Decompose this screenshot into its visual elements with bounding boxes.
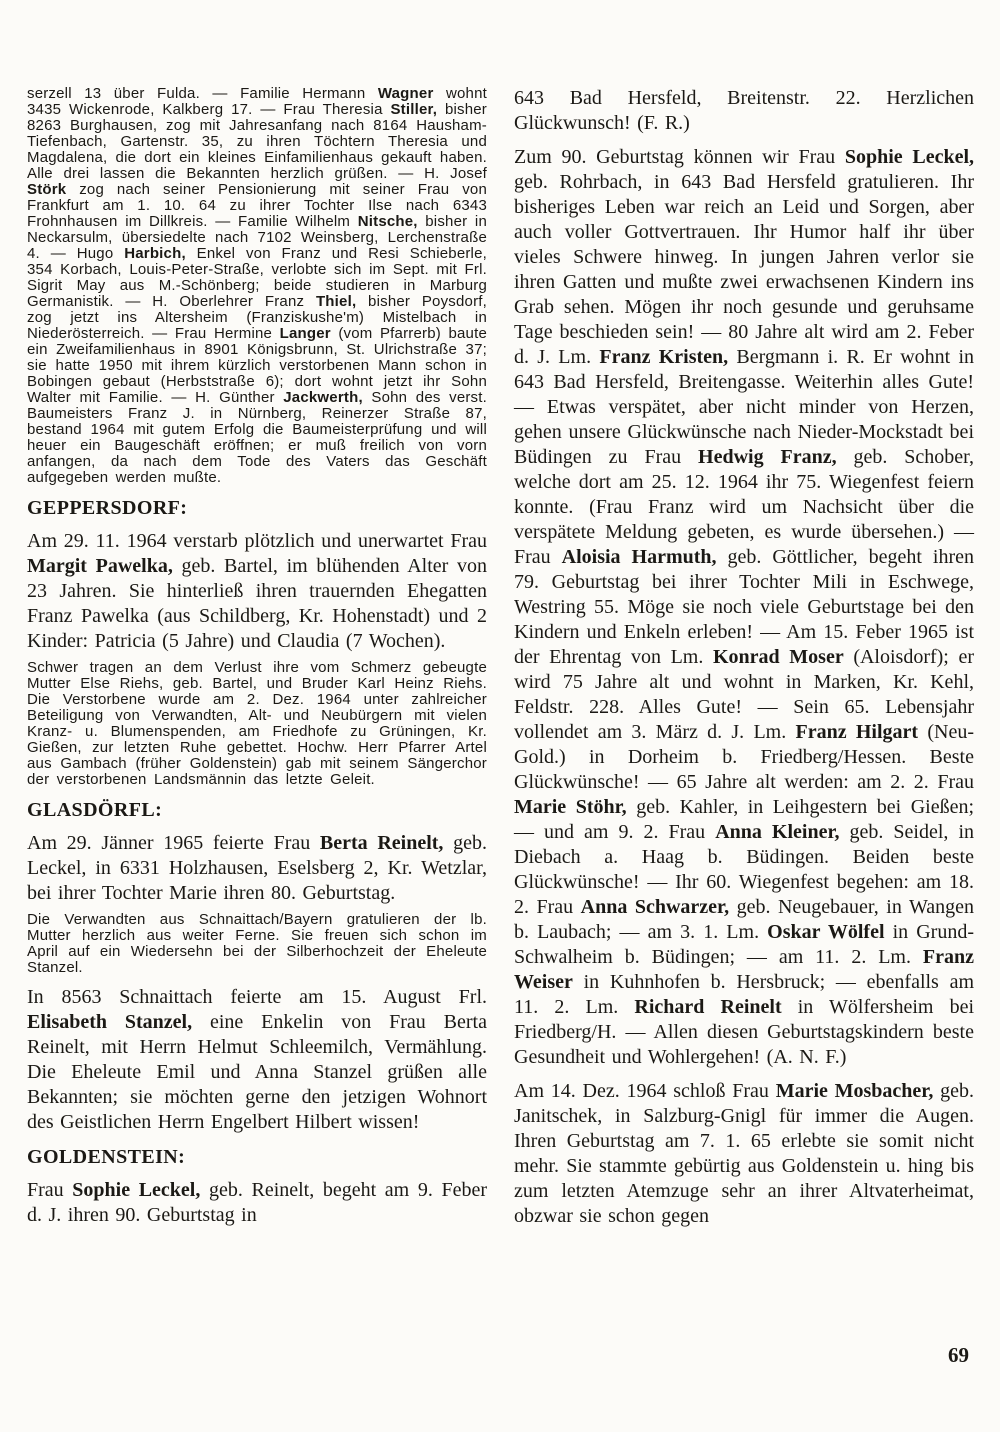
text-segment: Am 14. Dez. 1964 schloß Frau [514,1080,776,1102]
text-segment: geb. Seidel, in Diebach a. Haag b. Büdingen. Beiden beste Glückwünsche! — Ihr 60. Wiegenfest begehen: am 18. 2. Frau [514,821,974,918]
bold-name-segment: Störk [27,181,67,198]
section-heading: GOLDENSTEIN: [27,1146,186,1168]
body-paragraph [27,1178,487,1228]
text-segment: (Neu-Gold.) in Dorheim b. Friedberg/Hessen. Beste Glückwünsche! — 65 Jahre alt werden: am 2. 2. Frau [514,721,974,793]
text-segment: bisher in Neckarsulm, übersiedelte nach 7102 Weinsberg, Lerchenstraße 4. — Hugo [27,213,487,262]
bold-name-segment: Konrad Moser [712,646,844,668]
text-segment: geb. Schober, welche dort am 25. 12. 1964 ihr 75. Wiegenfest feiern konnte. (Frau Franz wird um Nachsicht über die verspätete Meldung gebeten, es wurde übersehen.) — Frau [514,446,974,568]
right-column [514,86,974,1229]
text-segment: 643 Bad Hersfeld, Breitenstr. 22. Herzlichen Glückwunsch! (F. R.) [514,87,974,134]
text-segment: bisher 8263 Burghausen, zog mit Jahresanfang nach 8164 Hausham-Tiefenbach, Gartenstr. 35, zu ihren Töchtern Theresia und Magdalena, die dort ein kleines Einfamilienhaus gekauft haben. Alle drei lassen die Bekannten herzlich grüßen. — H. Josef [27,101,487,182]
text-segment: Bergmann i. R. Er wohnt in 643 Bad Hersfeld, Breitengasse. Weiterhin alles Gute! — Etwas verspätet, aber nicht minder von Herzen, gehen unsere Glückwünsche nach Nieder-Mockstadt bei Büdingen zu Frau [514,346,975,468]
text-segment: in Kuhnhofen b. Hersbruck; — ebenfalls am 11. 2. Lm. [514,971,974,1018]
text-segment: Schwer tragen an dem Verlust ihre vom Schmerz gebeugte Mutter Else Riehs, geb. Bartel, und Bruder Karl Heinz Riehs. Die Verstorbene wurde am 2. Dez. 1964 unter zahlreicher Beteiligung von Verwandten, Alt- und Neubürgern mit vielen Kranz- u. Blumenspenden, am Friedhofe zu Grüningen, Kr. Gießen, zur letzten Ruhe gebettet. Hochw. Herr Pfarrer Artel aus Gambach (früher Goldenstein) gab mit seinem Sängerchor der verstorbenen Landsmännin das letzte Geleit. [27,659,487,788]
page-number: 69 [948,1343,969,1367]
section-heading: GEPPERSDORF: [27,497,188,519]
bold-name-segment: Stiller, [390,101,438,118]
text-segment: Frau [27,1179,73,1201]
bold-name-segment: Franz Hilgart [795,721,919,743]
bold-name-segment: Anna Kleiner, [715,821,840,843]
text-segment: geb. Rohrbach, in 643 Bad Hersfeld gratulieren. Ihr bisheriges Leben war reich an Leid und Sorgen, aber auch voller Gottvertrauen. Ihr Humor half ihr über vieles Schwere hinweg. In jungen Jahren verlor sie ihren Gatten und mußte zwei erwachsenen Kindern ins Grab sehen. Mögen ihr noch gesunde und geruhsame Tage beschieden sein! — 80 Jahre alt wird am 2. Feber d. J. Lm. [514,171,974,368]
text-segment: geb. Göttlicher, begeht ihren 79. Geburtstag bei ihrer Tochter Mili in Eschwege, Westring 55. Möge sie noch viele Geburtstage bei den Kindern und Enkeln erleben! — Am 15. Feber 1965 ist der Ehrentag von Lm. [514,546,974,668]
text-segment: geb. Bartel, im blühenden Alter von 23 Jahren. Sie hinterließ ihren trauernden Ehegatten Franz Pawelka (aus Schildberg, Kr. Hohenstadt) und 2 Kinder: Patricia (5 Jahre) und Claudia (7 Wochen). [27,555,487,652]
bold-name-segment: Franz Kristen, [599,346,729,368]
text-segment: zog nach seiner Pensionierung mit seiner Frau von Frankfurt am 1. 10. 64 zu ihrer Tochter Ilse nach 6343 Frohnhausen im Dillkreis. — Familie Wilhelm [27,181,487,230]
bold-name-segment: Nitsche, [357,213,418,230]
fine-print-paragraph [27,86,487,486]
bold-name-segment: Anna Schwarzer, [580,896,730,918]
body-paragraph [514,145,974,1070]
bold-name-segment: Sophie Leckel, [72,1179,201,1201]
text-segment: Die Verwandten aus Schnaittach/Bayern gratulieren der lb. Mutter herzlich aus weiter Ferne. Sie freuen sich schon im April auf ein Wiedersehn bei der Silberhochzeit der Eheleute Stanzel. [27,911,487,976]
body-paragraph [27,831,487,906]
bold-name-segment: Richard Reinelt [634,996,782,1018]
fine-print-paragraph [27,912,487,976]
text-segment: in Wölfersheim bei Friedberg/H. — Allen diesen Geburtstagskindern beste Gesundheit und Wohlergehen! (A. N. F.) [514,996,974,1068]
bold-name-segment: Harbich, [124,245,186,262]
bold-name-segment: Marie Stöhr, [514,796,627,818]
text-segment: Sohn des verst. Baumeisters Franz J. in Nürnberg, Reinerzer Straße 87, bestand 1964 mit gutem Erfolg die Baumeisterprüfung und will heuer ein Baugeschäft eröffnen; er muß freilich von vorn anfangen, da nach dem Tode des Vaters das Geschäft aufgegeben werden mußte. [27,389,487,486]
text-segment: Am 29. Jänner 1965 feierte Frau [27,832,320,854]
text-segment: geb. Neugebauer, in Wangen b. Laubach; — am 3. 1. Lm. [514,896,974,943]
text-segment: eine Enkelin von Frau Berta Reinelt, mit Herrn Helmut Schleemilch, Vermählung. Die Eheleute Emil und Anna Stanzel grüßen alle Bekannten; sie möchten gerne den jetzigen Wohnort des Geistlichen Herrn Engelbert Hilbert wissen! [27,1011,487,1133]
body-paragraph [27,529,487,654]
bold-name-segment: Aloisia Harmuth, [561,546,717,568]
text-segment: serzell 13 über Fulda. — Familie Hermann [27,85,378,102]
body-paragraph [27,985,487,1135]
left-column [27,86,487,1229]
section-heading: GLASDÖRFL: [27,799,163,821]
bold-name-segment: Oskar Wölfel [767,921,885,943]
body-paragraph [514,1079,974,1229]
bold-name-segment: Langer [279,325,331,342]
text-segment: wohnt 3435 Wickenrode, Kalkberg 17. — Frau Theresia [27,85,487,118]
bold-name-segment: Jackwerth, [283,389,363,406]
text-segment: (vom Pfarrerb) baute ein Zweifamilienhaus in 8901 Königsbrunn, St. Ulrichstraße 37; sie hatte 1950 mit ihrem kürzlich verstorbenen Mann schon in Bobingen gebaut (Herbststraße 6); dort wohnt jetzt ihr Sohn Walter mit Familie. — H. Günther [27,325,487,406]
text-segment: in Grund-Schwalheim b. Büdingen; — am 11. 2. Lm. [514,921,974,968]
bold-name-segment: Franz Weiser [514,946,974,993]
text-segment: Enkel von Franz und Resi Schieberle, 354 Korbach, Louis-Peter-Straße, verlobte sich im Sept. mit Frl. Sigrit May aus M.-Schönberg; beide studieren in Marburg Germanistik. — H. Oberlehrer Franz [27,245,487,310]
text-segment: geb. Leckel, in 6331 Holzhausen, Eselsberg 2, Kr. Wetzlar, bei ihrer Tochter Marie ihren 80. Geburtstag. [27,832,487,904]
bold-name-segment: Hedwig Franz, [698,446,837,468]
text-segment: Am 29. 11. 1964 verstarb plötzlich und unerwartet Frau [27,530,487,552]
text-segment: geb. Reinelt, begeht am 9. Feber d. J. ihren 90. Geburtstag in [27,1179,487,1226]
text-segment: (Aloisdorf); er wird 75 Jahre alt und wohnt in Marken, Kr. Kehl, Feldstr. 228. Alles Gute! — Sein 65. Lebensjahr vollendet am 3. März d. J. Lm. [514,646,975,743]
bold-name-segment: Margit Pawelka, [27,555,173,577]
bold-name-segment: Marie Mosbacher, [775,1080,934,1102]
body-paragraph [514,86,974,136]
bold-name-segment: Sophie Leckel, [844,146,974,168]
text-segment: bisher Poysdorf, zog jetzt ins Altersheim (Franziskushe'm) Mistelbach in Niederösterreich. — Frau Hermine [27,293,488,342]
text-segment: Zum 90. Geburtstag können wir Frau [514,146,845,168]
text-segment: In 8563 Schnaittach feierte am 15. August Frl. [27,986,487,1008]
bold-name-segment: Elisabeth Stanzel, [27,1011,193,1033]
bold-name-segment: Thiel, [315,293,357,310]
bold-name-segment: Wagner [377,85,434,102]
text-segment: geb. Kahler, in Leihgestern bei Gießen; — und am 9. 2. Frau [514,796,975,843]
bold-name-segment: Berta Reinelt, [319,832,444,854]
text-segment: geb. Janitschek, in Salzburg-Gnigl für immer die Augen. Ihren Geburtstag am 7. 1. 65 erlebte sie somit nicht mehr. Sie stammte gebürtig aus Goldenstein u. hing bis zum letzten Atemzuge sehr an ihrer Altvaterheimat, obzwar sie schon gegen [514,1080,974,1227]
fine-print-paragraph [27,660,487,788]
